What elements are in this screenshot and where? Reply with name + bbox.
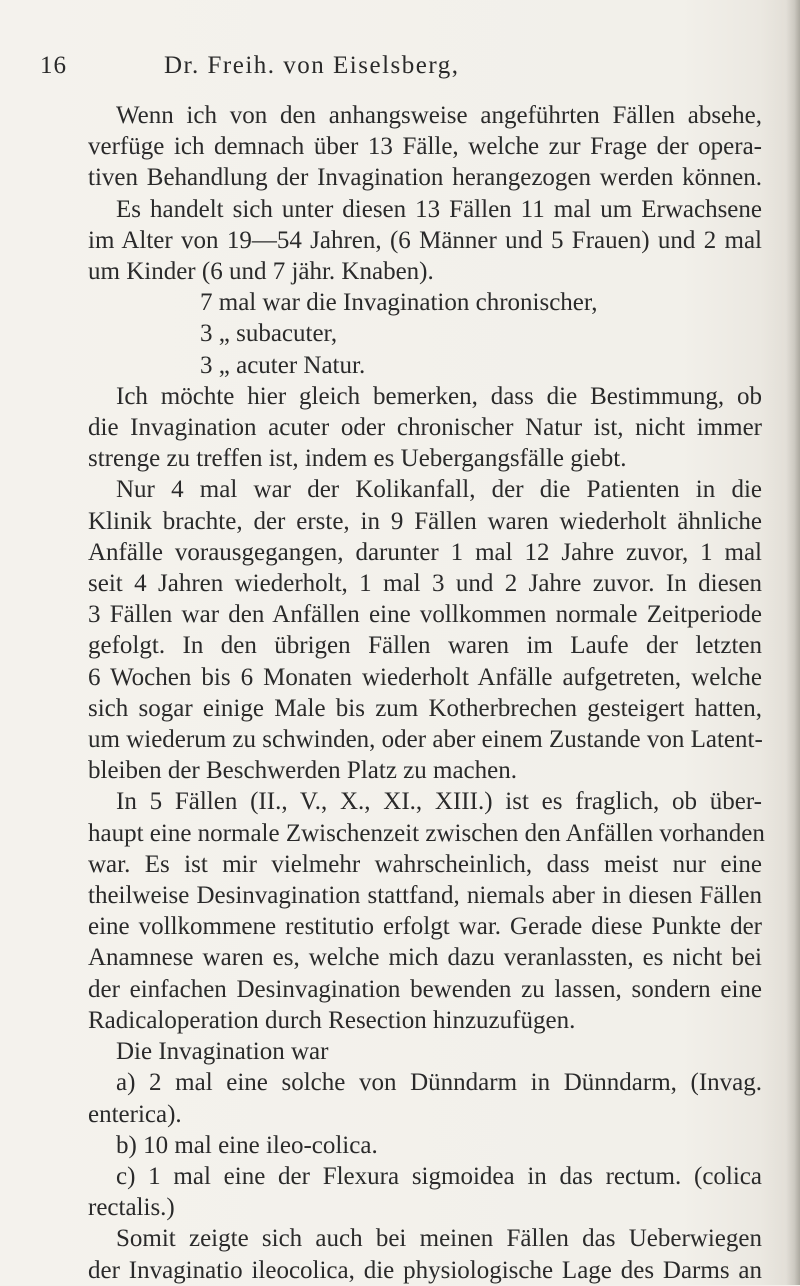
text-line: war. Es ist mir vielmehr wahrscheinlich, dass meist nur eine [88,850,762,878]
text-line: a) 2 mal eine solche von Dünndarm in Dünndarm, (Invag. [116,1069,762,1097]
text-line: eine vollkommene restitutio erfolgt war. Gerade diese Punkte der [88,913,762,941]
text-line: Wenn ich von den anhangsweise angeführten Fällen absehe, [116,102,762,129]
page-header [40,52,760,92]
page-edge-shadow [786,0,800,1285]
text-line: Ich möchte hier gleich bemerken, dass die Bestimmung, ob [116,382,762,410]
page-number: 16 [40,52,67,79]
text-line: verfüge ich demnach über 13 Fälle, welche zur Frage der opera- [88,133,762,161]
text-line: Anfälle vorausgegangen, darunter 1 mal 12 Jahre zuvor, 1 mal [88,538,762,566]
text-line: Anamnese waren es, welche mich dazu veranlassten, es nicht bei [88,944,762,972]
text-line: 3 „ subacuter, [200,320,338,348]
text-line: tiven Behandlung der Invagination herangezogen werden können. [88,164,762,192]
text-line: die Invagination acuter oder chronischer Natur ist, nicht immer [88,414,762,442]
text-line: rectalis.) [88,1194,175,1222]
text-line: Es handelt sich unter diesen 13 Fällen 11 mal um Erwachsene [116,195,762,223]
text-line: seit 4 Jahren wiederholt, 1 mal 3 und 2 Jahre zuvor. In diesen [88,570,762,598]
text-line: strenge zu treffen ist, indem es Uebergangsfälle giebt. [88,445,627,473]
text-line: 3 „ acuter Natur. [200,351,366,379]
text-line: Nur 4 mal war der Kolikanfall, der die Patienten in die [116,476,762,504]
text-line: der Invaginatio ileocolica, die physiologische Lage des Darms an [88,1256,762,1284]
text-line: haupt eine normale Zwischenzeit zwischen den Anfällen vorhanden [88,819,765,847]
text-line: In 5 Fällen (II., V., X., XI., XIII.) ist es fraglich, ob über- [116,788,762,816]
text-line: bleiben der Beschwerden Platz zu machen. [88,757,517,785]
text-line: um Kinder (6 und 7 jähr. Knaben). [88,258,434,286]
body-text [88,100,765,1286]
running-head: Dr. Freih. von Eiselsberg, [164,52,460,79]
text-line: sich sogar einige Male bis zum Kotherbrechen gesteigert hatten, [88,694,762,722]
text-line: enterica). [88,1100,182,1128]
text-line: gefolgt. In den übrigen Fällen waren im Laufe der letzten [88,632,762,660]
text-line: 7 mal war die Invagination chronischer, [200,289,598,317]
text-line: 6 Wochen bis 6 Monaten wiederholt Anfälle aufgetreten, welche [88,663,762,691]
text-line: der einfachen Desinvagination bewenden zu lassen, sondern eine [88,975,762,1003]
text-line: Radicaloperation durch Resection hinzuzufügen. [88,1006,576,1034]
text-line: Somit zeigte sich auch bei meinen Fällen das Ueberwiegen [116,1225,762,1253]
text-line: 3 Fällen war den Anfällen eine vollkommen normale Zeitperiode [88,601,762,629]
text-line: um wiederum zu schwinden, oder aber einem Zustande von Latent- [88,726,763,754]
text-line: theilweise Desinvagination stattfand, niemals aber in diesen Fällen [88,882,762,910]
text-line: Die Invagination war [116,1038,329,1066]
text-line: b) 10 mal eine ileo-colica. [116,1131,378,1159]
text-line: c) 1 mal eine der Flexura sigmoidea in das rectum. (colica [116,1162,762,1190]
text-line: Klinik brachte, der erste, in 9 Fällen waren wiederholt ähnliche [88,507,762,535]
text-line: im Alter von 19—54 Jahren, (6 Männer und 5 Frauen) und 2 mal [88,226,762,254]
